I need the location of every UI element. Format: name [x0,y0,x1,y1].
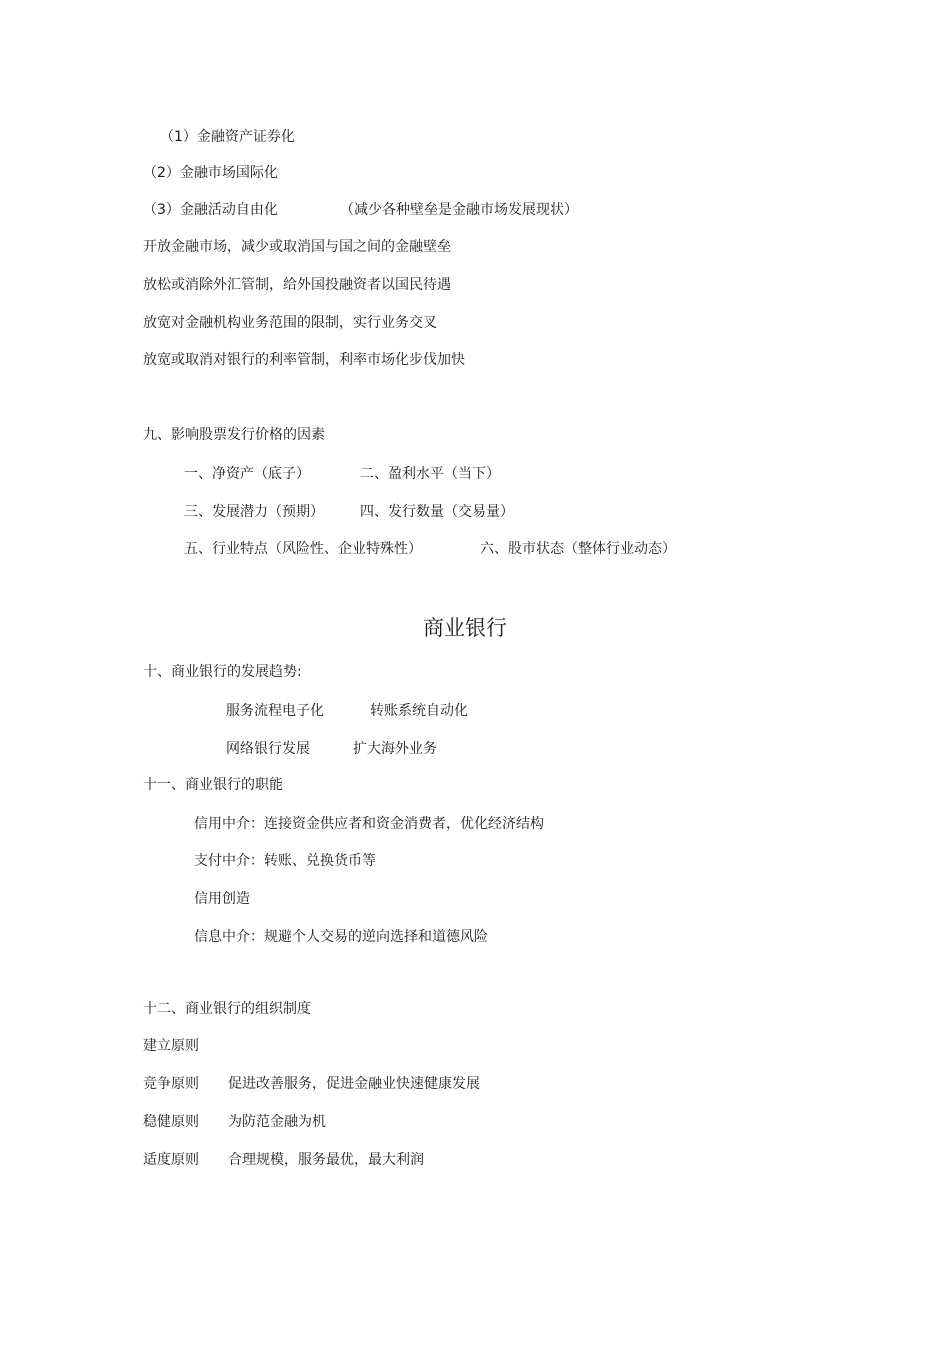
section-9-heading: 九、影响股票发行价格的因素 [143,427,325,443]
role-1: 信用中介：连接资金供应者和资金消费者，优化经济结构 [194,816,544,832]
page-title: 商业银行 [423,616,507,640]
line-5: 放松或消除外汇管制，给外国投融资者以国民待遇 [143,277,451,293]
factor-3: 三、发展潜力（预期） [184,504,324,520]
principle-1-desc: 促进改善服务，促进金融业快速健康发展 [228,1076,480,1092]
section-12-subheading: 建立原则 [143,1038,199,1054]
trend-4: 扩大海外业务 [353,741,437,757]
factor-5: 五、行业特点（风险性、企业特殊性） [184,541,422,557]
role-3: 信用创造 [194,891,250,907]
principle-2-desc: 为防范金融为机 [228,1114,326,1130]
factor-1: 一、净资产（底子） [184,466,310,482]
line-7: 放宽或取消对银行的利率管制，利率市场化步伐加快 [143,352,465,368]
section-10-heading: 十、商业银行的发展趋势: [143,664,302,680]
line-3-note: （减少各种壁垒是金融市场发展现状） [340,202,578,218]
trend-2: 转账系统自动化 [370,703,468,719]
role-2: 支付中介：转账、兑换货币等 [194,853,376,869]
trend-1: 服务流程电子化 [226,703,324,719]
principle-2-name: 稳健原则 [143,1114,199,1130]
principle-1-name: 竞争原则 [143,1076,199,1092]
factor-6: 六、股市状态（整体行业动态） [480,541,676,557]
section-12-heading: 十二、商业银行的组织制度 [143,1001,311,1017]
factor-4: 四、发行数量（交易量） [360,504,514,520]
principle-3-desc: 合理规模，服务最优，最大利润 [228,1152,424,1168]
line-6: 放宽对金融机构业务范围的限制，实行业务交叉 [143,315,437,331]
line-1: （1）金融资产证券化 [160,129,295,145]
factor-2: 二、盈利水平（当下） [360,466,500,482]
section-11-heading: 十一、商业银行的职能 [143,777,283,793]
trend-3: 网络银行发展 [226,741,310,757]
role-4: 信息中介：规避个人交易的逆向选择和道德风险 [194,929,488,945]
line-3: （3）金融活动自由化 [143,202,278,218]
line-2: （2）金融市场国际化 [143,165,278,181]
line-4: 开放金融市场，减少或取消国与国之间的金融壁垒 [143,239,451,255]
principle-3-name: 适度原则 [143,1152,199,1168]
